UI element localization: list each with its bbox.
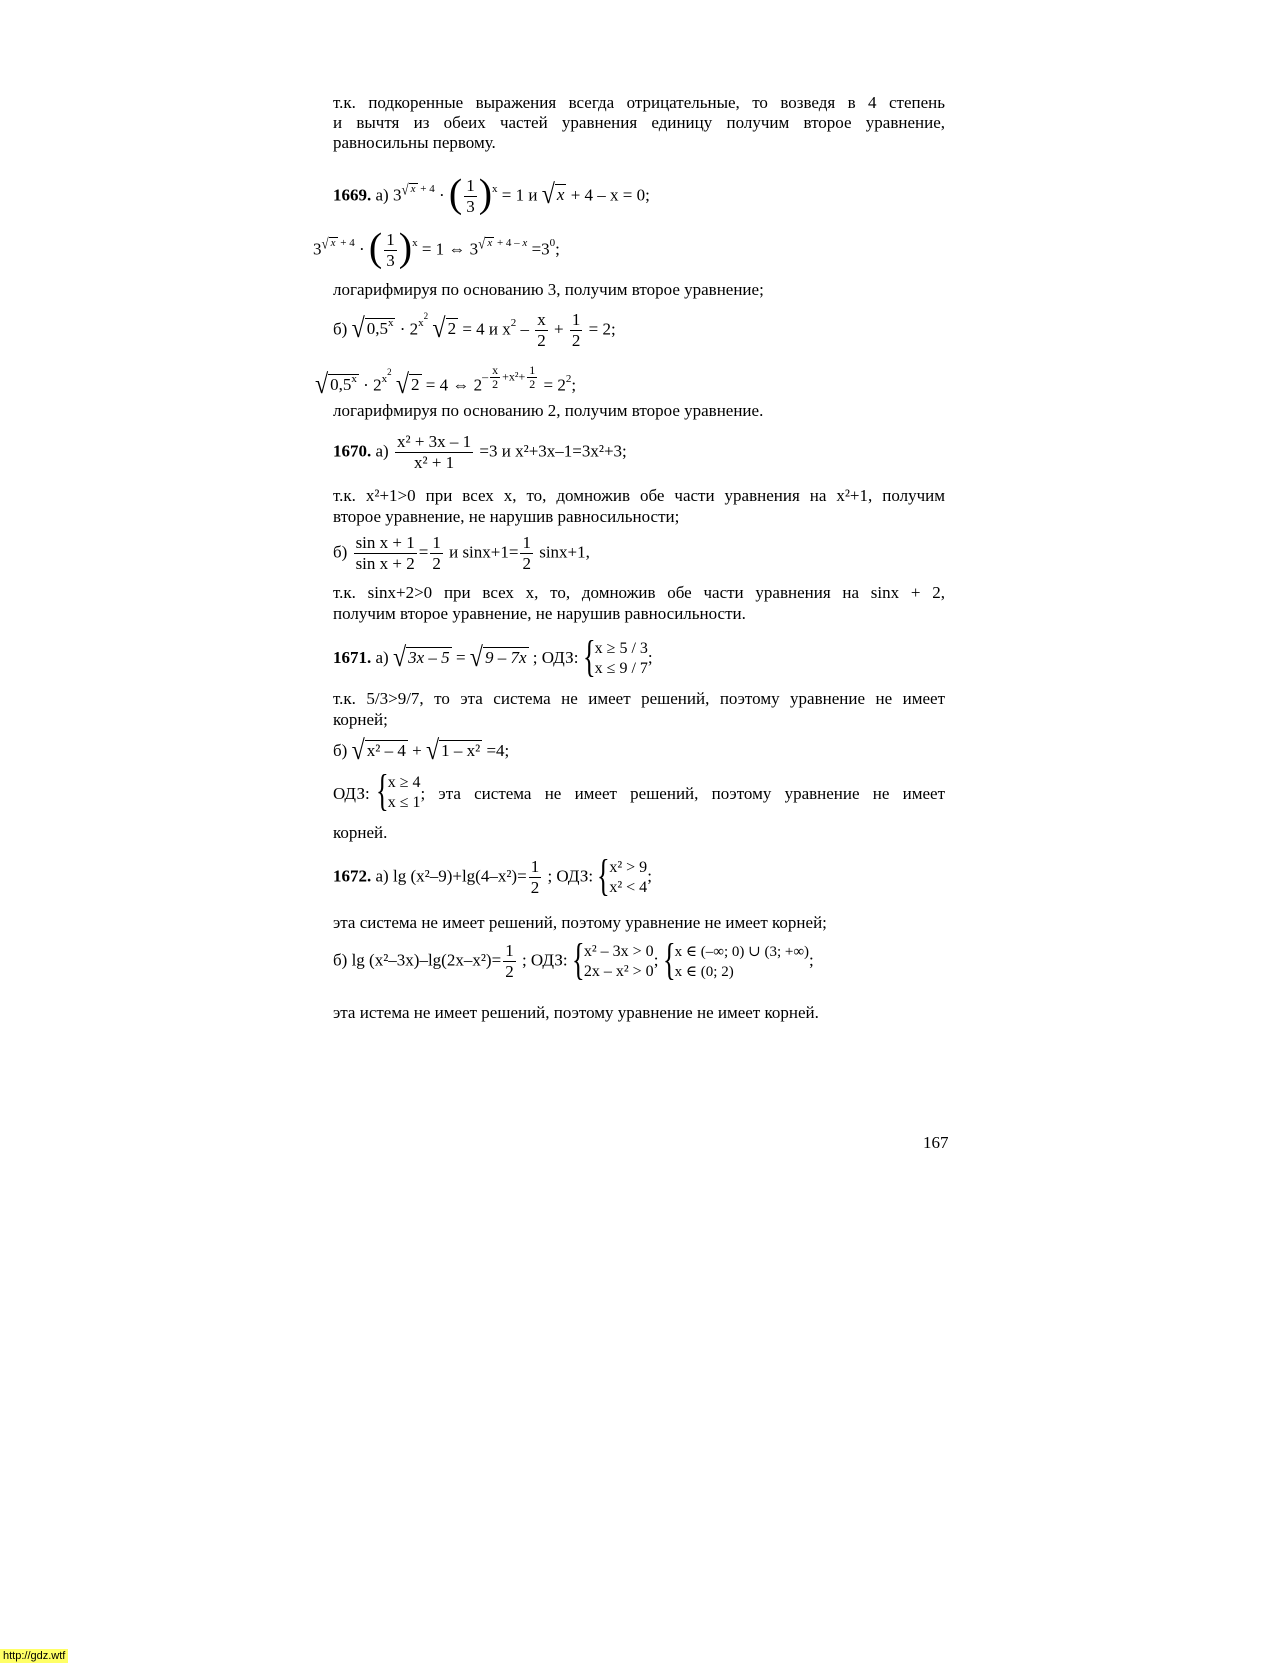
problem-1669-b-solution: √ $0,5^x \cdot 2^{x^2}$ √ 2 = 4 ⇔ 2– $\frac{x}{2}$ +x²+ $\frac{1}{2}$ = $2^2$; xyxy=(315,363,577,401)
problem-1672-b: б) lg (x²–3x)–lg(2x–x²)= $\frac{1}{2}$ ; ОДЗ: { x² – 3x > 0 2x – x² > 0 ; { x ∈ (–∞; 0) ∪ (3; +∞) x ∈ (0; 2) ; xyxy=(333,934,814,984)
problem-1671-b: б) √ x² – 4 + √ 1 – x² =4; xyxy=(333,736,510,766)
problem-1669-b: б) √ $0,5^x \cdot 2^{x^2}$ √ 2 = 4 и $x^2$ – $\frac{x}{2}$ + $\frac{1}{2}$ = 2; xyxy=(333,310,616,350)
system-1671-b: { x ≥ 4 x ≤ 1 xyxy=(375,766,421,815)
problem-1670-a-text-1: т.к. x²+1>0 при всех x, то, домножив обе части уравнения на x²+1, получим xyxy=(333,486,945,505)
footer-link[interactable]: http://gdz.wtf xyxy=(0,1649,68,1663)
problem-1669-a-text: логарифмируя по основанию 3, получим второе уравнение; xyxy=(333,280,764,299)
problem-1672-b-text: эта истема не имеет решений, поэтому уравнение не имеет корней. xyxy=(333,1003,819,1022)
problem-1670-b-text-1: т.к. sinx+2>0 при всех x, то, домножив обе части уравнения на sinx + 2, xyxy=(333,583,945,602)
page-number: 167 xyxy=(923,1133,949,1152)
intro-line-3: равносильны первому. xyxy=(333,133,496,152)
problem-1669-b-text: логарифмируя по основанию 2, получим второе уравнение. xyxy=(333,401,764,420)
problem-number: 1669. xyxy=(333,185,372,205)
problem-1671-b-odz: ОДЗ: { x ≥ 4 x ≤ 1 ; эта система не имеет решений, поэтому уравнение не имеет xyxy=(333,766,945,815)
part-label: а) xyxy=(375,185,389,205)
problem-1670-a-text-2: второе уравнение, не нарушив равносильности; xyxy=(333,507,680,526)
problem-1670-b: б) $\frac{\text{sin x + 1}}{\text{sin x + 2}}$ = $\frac{1}{2}$ и sinx+1= $\frac{1}{2}$ sinx+1, xyxy=(333,533,590,573)
system-1672-b-2: { x ∈ (–∞; 0) ∪ (3; +∞) x ∈ (0; 2) xyxy=(662,934,810,984)
intro-line-2: и вычтя из обеих частей уравнения единицу получим второе уравнение, xyxy=(333,113,945,132)
problem-1672-a-text: эта система не имеет решений, поэтому уравнение не имеет корней; xyxy=(333,913,827,932)
problem-1671-b-text-2: корней. xyxy=(333,823,388,842)
problem-1669-a-solution: $3^{√ x + 4}$ · ( $\frac{1}{3}$ )$^x$ = 1 ⇔ $3^{√ x + 4 - x} =3^0$; xyxy=(313,224,560,270)
problem-1671-a-text-2: корней; xyxy=(333,710,388,729)
intro-line-1: т.к. подкоренные выражения всегда отрицательные, то возведя в 4 степень xyxy=(333,93,945,112)
problem-1671-a-text-1: т.к. 5/3>9/7, то эта система не имеет решений, поэтому уравнение не имеет xyxy=(333,689,945,708)
system-1672-a: { x² > 9 x² < 4 xyxy=(597,850,648,900)
system-1671-a: { x ≥ 5 / 3 x ≤ 9 / 7 xyxy=(582,632,648,681)
problem-1670-a: 1670. а) $\frac{\text{x² + 3x – 1}}{\text{x² + 1}}$ =3 и x²+3x–1=3x²+3; xyxy=(333,432,627,472)
system-1672-b-1: { x² – 3x > 0 2x – x² > 0 xyxy=(571,934,654,984)
problem-1669-a: 1669. а) $3^{√ x + 4}$ · ( $\frac{1}{3}$ )$^x$ = 1 и √ x + 4 – x = 0; xyxy=(333,170,650,216)
problem-1671-a: 1671. а) √ 3x – 5 = √ 9 – 7x ; ОДЗ: { x ≥ 5 / 3 x ≤ 9 / 7 ; xyxy=(333,632,653,681)
problem-1672-a: 1672. а) lg (x²–9)+lg(4–x²)= $\frac{1}{2}$ ; ОДЗ: { x² > 9 x² < 4 ; xyxy=(333,850,652,900)
problem-1670-b-text-2: получим второе уравнение, не нарушив равносильности. xyxy=(333,604,746,623)
